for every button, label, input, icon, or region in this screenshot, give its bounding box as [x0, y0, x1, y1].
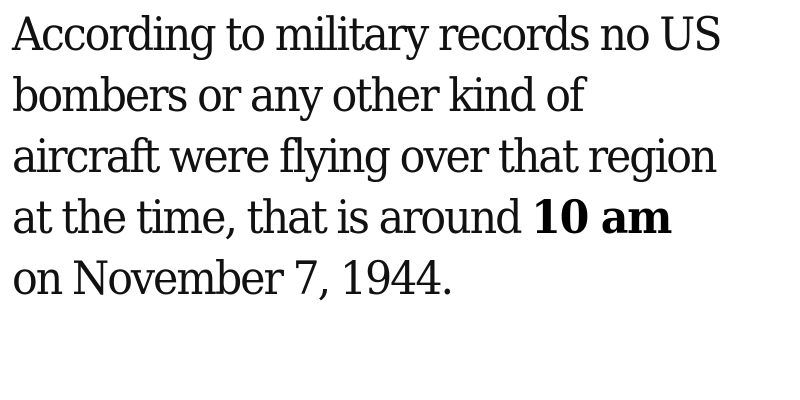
text-line-5: on November 7, 1944. [12, 251, 453, 305]
text-line-1: According to military records no US [12, 7, 721, 61]
text-line-4-lead: at the time, that is around [12, 190, 532, 244]
text-line-2: bombers or any other kind of [12, 68, 583, 122]
text-line-3: aircraft were flying over that region [12, 129, 716, 183]
text-line-4 [12, 187, 745, 248]
quote-paragraph [12, 0, 800, 309]
emphasized-time: 10 am [531, 190, 672, 244]
